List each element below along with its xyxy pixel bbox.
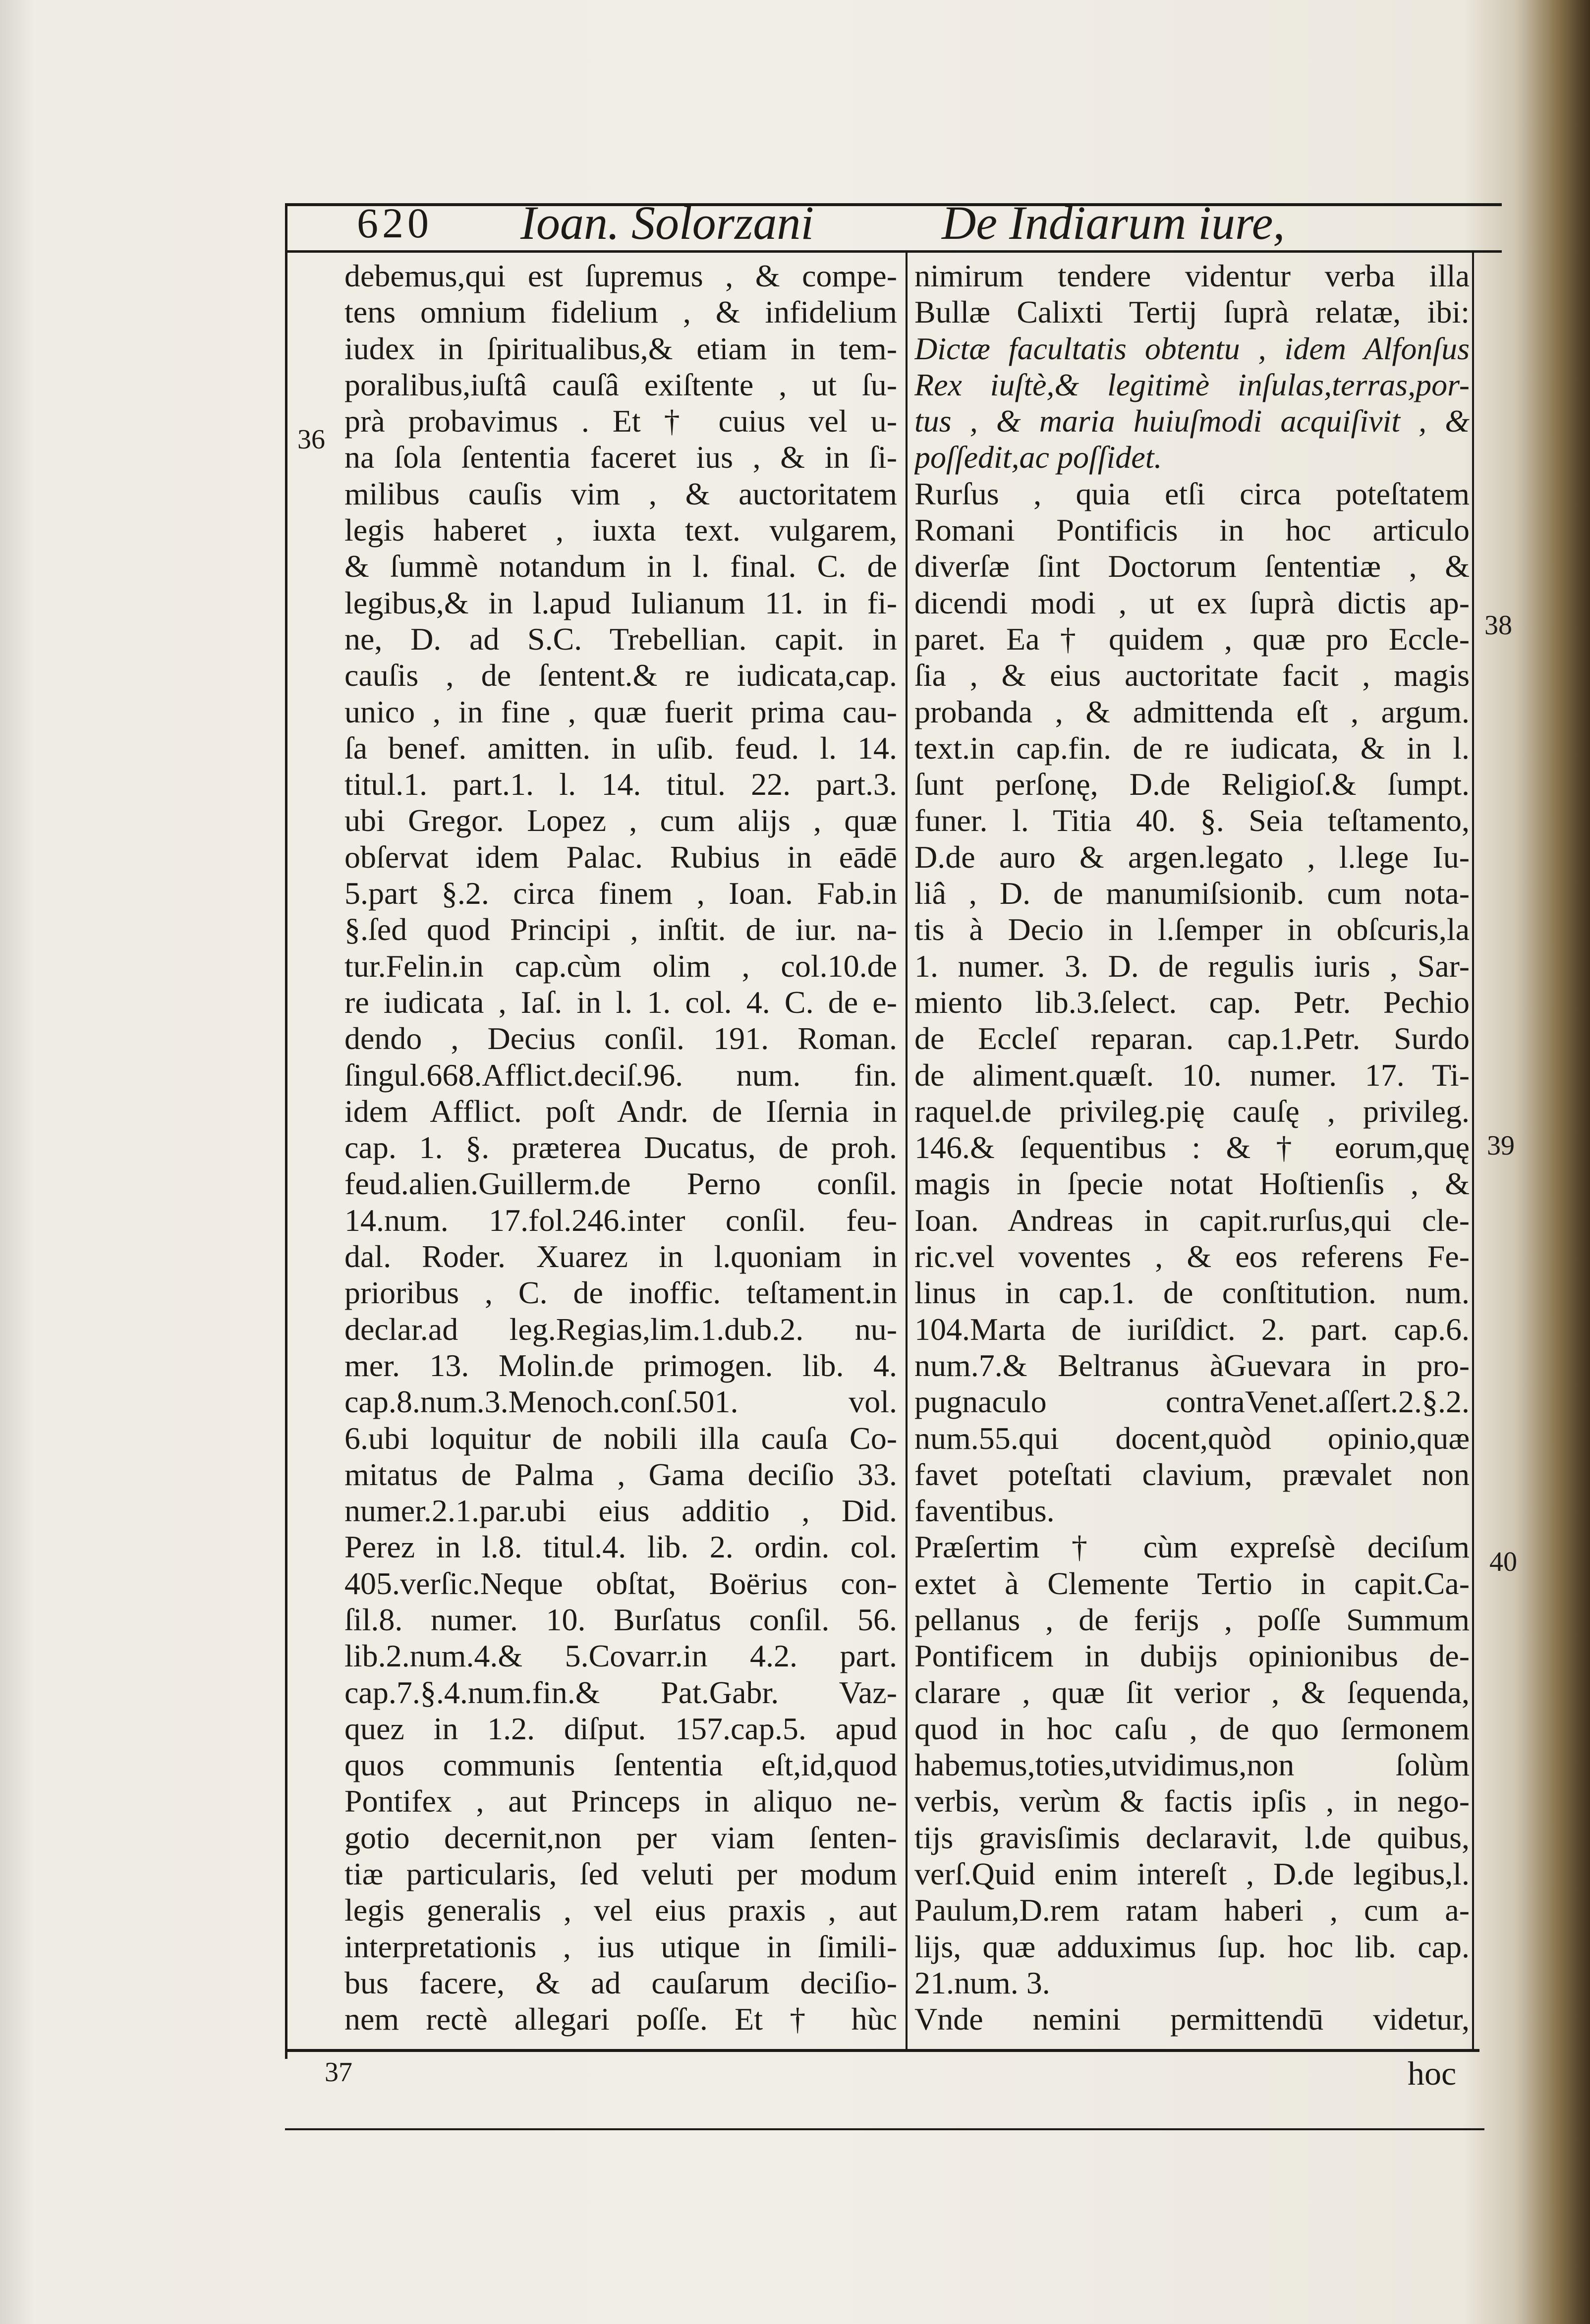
catchword: hoc bbox=[1408, 2054, 1457, 2092]
text-line: ſa benef. amitten. in uſib. feud. l. 14. bbox=[344, 730, 897, 766]
text-line: Pontificem in dubijs opinionibus de- bbox=[914, 1638, 1470, 1674]
text-line: numer.2.1.par.ubi eius additio , Did. bbox=[344, 1493, 897, 1529]
text-line: Præſertim † cùm expreſsè deciſum bbox=[914, 1529, 1470, 1565]
text-line: milibus cauſis vim , & auctoritatem bbox=[344, 476, 897, 511]
text-line: ubi Gregor. Lopez , cum alijs , quæ bbox=[344, 803, 897, 838]
text-line: 14.num. 17.fol.246.inter conſil. feu- bbox=[344, 1202, 897, 1238]
bottom-frame-rule bbox=[285, 2049, 1479, 2052]
text-line: 21.num. 3. bbox=[914, 1965, 1050, 2000]
text-line: D.de auro & argen.legato , l.lege Iu- bbox=[914, 839, 1470, 875]
text-line: quez in 1.2. diſput. 157.cap.5. apud bbox=[344, 1711, 897, 1746]
text-line: quod in hoc caſu , de quo ſermonem bbox=[914, 1711, 1470, 1746]
right-text-column bbox=[914, 258, 1470, 2038]
text-line: magis in ſpecie notat Hoſtienſis , & bbox=[914, 1166, 1470, 1202]
text-line: cap.8.num.3.Menoch.conſ.501. vol. bbox=[344, 1384, 897, 1420]
text-line: mitatus de Palma , Gama deciſio 33. bbox=[344, 1456, 897, 1492]
text-line: 104.Marta de iuriſdict. 2. part. cap.6. bbox=[914, 1311, 1470, 1347]
text-line: ric.vel voventes , & eos referens Fe- bbox=[914, 1239, 1470, 1274]
text-line: de Eccleſ reparan. cap.1.Petr. Surdo bbox=[914, 1021, 1470, 1056]
lower-frame-rule bbox=[285, 2128, 1484, 2130]
text-line: cauſis , de ſentent.& re iudicata,cap. bbox=[344, 658, 897, 693]
text-line: favet poteſtati clavium, prævalet non bbox=[914, 1456, 1470, 1492]
text-line: extet à Clemente Tertio in capit.Ca- bbox=[914, 1565, 1470, 1601]
text-line: tiæ particularis, ſed veluti per modum bbox=[344, 1856, 897, 1892]
text-line: 5.part §.2. circa finem , Ioan. Fab.in bbox=[344, 876, 897, 911]
left-frame-rule bbox=[285, 203, 287, 2059]
text-line: Bullæ Calixti Tertij ſuprà relatæ, ibi: bbox=[914, 294, 1470, 330]
margin-number-36: 36 bbox=[297, 424, 325, 455]
text-line: legis generalis , vel eius praxis , aut bbox=[344, 1892, 897, 1928]
text-line: unico , in fine , quæ fuerit prima cau- bbox=[344, 694, 897, 729]
text-line: liâ , D. de manumiſsionib. cum nota- bbox=[914, 876, 1470, 911]
text-line: nem rectè allegari poſſe. Et † hùc bbox=[344, 2001, 897, 2037]
text-line: prà probavimus . Et † cuius vel u- bbox=[344, 403, 897, 439]
margin-number-37: 37 bbox=[325, 2057, 352, 2088]
top-frame-rule bbox=[287, 203, 1502, 206]
right-column-rule bbox=[1472, 253, 1474, 2049]
margin-number-38: 38 bbox=[1484, 610, 1512, 641]
text-line: gotio decernit,non per viam ſenten- bbox=[344, 1820, 897, 1855]
page-number: 620 bbox=[357, 199, 433, 247]
text-line: raquel.de privileg.pię cauſę , privileg. bbox=[914, 1093, 1470, 1129]
text-line: idem Afflict. poſt Andr. de Iſernia in bbox=[344, 1093, 897, 1129]
text-line: ſia , & eius auctoritate facit , magis bbox=[914, 658, 1470, 693]
text-line: legis haberet , iuxta text. vulgarem, bbox=[344, 512, 897, 548]
text-line: tis à Decio in l.ſemper in obſcuris,la bbox=[914, 912, 1470, 947]
quotation-line: tus , & maria huiuſmodi acquiſivit , & bbox=[914, 403, 1470, 439]
quotation-line: Rex iuſtè,& legitimè inſulas,terras,por- bbox=[914, 367, 1470, 402]
quotation-line: poſſedit,ac poſſidet. bbox=[914, 440, 1162, 475]
text-line: cap. 1. §. præterea Ducatus, de proh. bbox=[344, 1130, 897, 1165]
text-line: ſingul.668.Afflict.deciſ.96. num. fin. bbox=[344, 1057, 897, 1093]
margin-number-39: 39 bbox=[1487, 1130, 1515, 1161]
text-line: legibus,& in l.apud Iulianum 11. in fi- bbox=[344, 585, 897, 620]
text-line: cap.7.§.4.num.fin.& Pat.Gabr. Vaz- bbox=[344, 1674, 897, 1710]
text-line: verſ.Quid enim intereſt , D.de legibus,l. bbox=[914, 1856, 1470, 1892]
text-line: Romani Pontificis in hoc articulo bbox=[914, 512, 1470, 548]
running-author: Ioan. Solorzani bbox=[520, 196, 814, 249]
text-line: ſil.8. numer. 10. Burſatus conſil. 56. bbox=[344, 1602, 897, 1637]
text-line: & ſummè notandum in l. final. C. de bbox=[344, 549, 897, 584]
text-line: tens omnium fidelium , & infidelium bbox=[344, 294, 897, 330]
text-line: prioribus , C. de inoffic. teſtament.in bbox=[344, 1275, 897, 1311]
text-line: Rurſus , quia etſi circa poteſtatem bbox=[914, 476, 1470, 511]
text-line: declar.ad leg.Regias,lim.1.dub.2. nu- bbox=[344, 1311, 897, 1347]
text-line: lib.2.num.4.& 5.Covarr.in 4.2. part. bbox=[344, 1638, 897, 1674]
text-line: 146.& ſequentibus : & † eorum,quę bbox=[914, 1130, 1470, 1165]
text-line: na ſola ſententia faceret ius , & in ſi- bbox=[344, 440, 897, 475]
text-line: 6.ubi loquitur de nobili illa cauſa Co- bbox=[344, 1420, 897, 1456]
text-line: pellanus , de ferijs , poſſe Summum bbox=[914, 1602, 1470, 1637]
text-line: faventibus. bbox=[914, 1493, 1055, 1529]
text-line: Ioan. Andreas in capit.rurſus,qui cle- bbox=[914, 1202, 1470, 1238]
text-line: pugnaculo contraVenet.aſſert.2.§.2. bbox=[914, 1384, 1470, 1420]
text-line: 405.verſic.Neque obſtat, Boërius con- bbox=[344, 1565, 897, 1601]
margin-number-40: 40 bbox=[1489, 1547, 1517, 1577]
column-divider-rule bbox=[906, 253, 908, 2049]
text-line: bus facere, & ad cauſarum deciſio- bbox=[344, 1965, 897, 2000]
text-line: clarare , quæ ſit verior , & ſequenda, bbox=[914, 1674, 1470, 1710]
text-line: paret. Ea † quidem , quæ pro Eccle- bbox=[914, 621, 1470, 657]
text-line: verbis, verùm & factis ipſis , in nego- bbox=[914, 1783, 1470, 1819]
text-line: poralibus,iuſtâ cauſâ exiſtente , ut ſu- bbox=[344, 367, 897, 402]
text-line: 1. numer. 3. D. de regulis iuris , Sar- bbox=[914, 948, 1470, 984]
text-line: titul.1. part.1. l. 14. titul. 22. part.3. bbox=[344, 767, 897, 802]
text-line: diverſæ ſint Doctorum ſententiæ , & bbox=[914, 549, 1470, 584]
text-line: §.ſed quod Principi , inſtit. de iur. na- bbox=[344, 912, 897, 947]
text-line: tijs gravisſimis declaravit, l.de quibus, bbox=[914, 1820, 1470, 1855]
text-line: re iudicata , Iaſ. in l. 1. col. 4. C. de e- bbox=[344, 984, 897, 1020]
text-line: dal. Roder. Xuarez in l.quoniam in bbox=[344, 1239, 897, 1274]
header-rule bbox=[287, 250, 1502, 253]
text-line: linus in cap.1. de conſtitution. num. bbox=[914, 1275, 1470, 1311]
text-line: dendo , Decius conſil. 191. Roman. bbox=[344, 1021, 897, 1056]
text-line: de aliment.quæſt. 10. numer. 17. Ti- bbox=[914, 1057, 1470, 1093]
left-text-column bbox=[344, 258, 897, 2038]
text-line: funer. l. Titia 40. §. Seia teſtamento, bbox=[914, 803, 1470, 838]
text-line: num.7.& Beltranus àGuevara in pro- bbox=[914, 1347, 1470, 1383]
text-line: iudex in ſpiritualibus,& etiam in tem- bbox=[344, 331, 897, 366]
quotation-line: Dictæ facultatis obtentu , idem Alfonſus bbox=[914, 331, 1470, 366]
text-line: tur.Felin.in cap.cùm olim , col.10.de bbox=[344, 948, 897, 984]
text-line: debemus,qui est ſupremus , & compe- bbox=[344, 258, 897, 293]
text-line: ne, D. ad S.C. Trebellian. capit. in bbox=[344, 621, 897, 657]
text-line: nimirum tendere videntur verba illa bbox=[914, 258, 1470, 293]
text-line: Paulum,D.rem ratam haberi , cum a- bbox=[914, 1892, 1470, 1928]
text-line: mer. 13. Molin.de primogen. lib. 4. bbox=[344, 1347, 897, 1383]
text-line: probanda , & admittenda eſt , argum. bbox=[914, 694, 1470, 729]
text-line: lijs, quæ adduximus ſup. hoc lib. cap. bbox=[914, 1929, 1470, 1964]
text-line: obſervat idem Palac. Rubius in eādē bbox=[344, 839, 897, 875]
text-line: text.in cap.fin. de re iudicata, & in l. bbox=[914, 730, 1470, 766]
text-line: Vnde nemini permittendū videtur, bbox=[914, 2001, 1470, 2037]
text-line: habemus,toties,utvidimus,non ſolùm bbox=[914, 1747, 1470, 1783]
text-line: ſunt perſonę, D.de Religioſ.& ſumpt. bbox=[914, 767, 1470, 802]
text-line: quos communis ſententia eſt,id,quod bbox=[344, 1747, 897, 1783]
text-line: Pontifex , aut Princeps in aliquo ne- bbox=[344, 1783, 897, 1819]
text-line: miento lib.3.ſelect. cap. Petr. Pechio bbox=[914, 984, 1470, 1020]
text-line: num.55.qui docent,quòd opinio,quæ bbox=[914, 1420, 1470, 1456]
running-title: De Indiarum iure, bbox=[942, 196, 1285, 249]
text-line: dicendi modi , ut ex ſuprà dictis ap- bbox=[914, 585, 1470, 620]
text-line: interpretationis , ius utique in ſimili- bbox=[344, 1929, 897, 1964]
text-line: Perez in l.8. titul.4. lib. 2. ordin. col. bbox=[344, 1529, 897, 1565]
text-line: feud.alien.Guillerm.de Perno conſil. bbox=[344, 1166, 897, 1202]
